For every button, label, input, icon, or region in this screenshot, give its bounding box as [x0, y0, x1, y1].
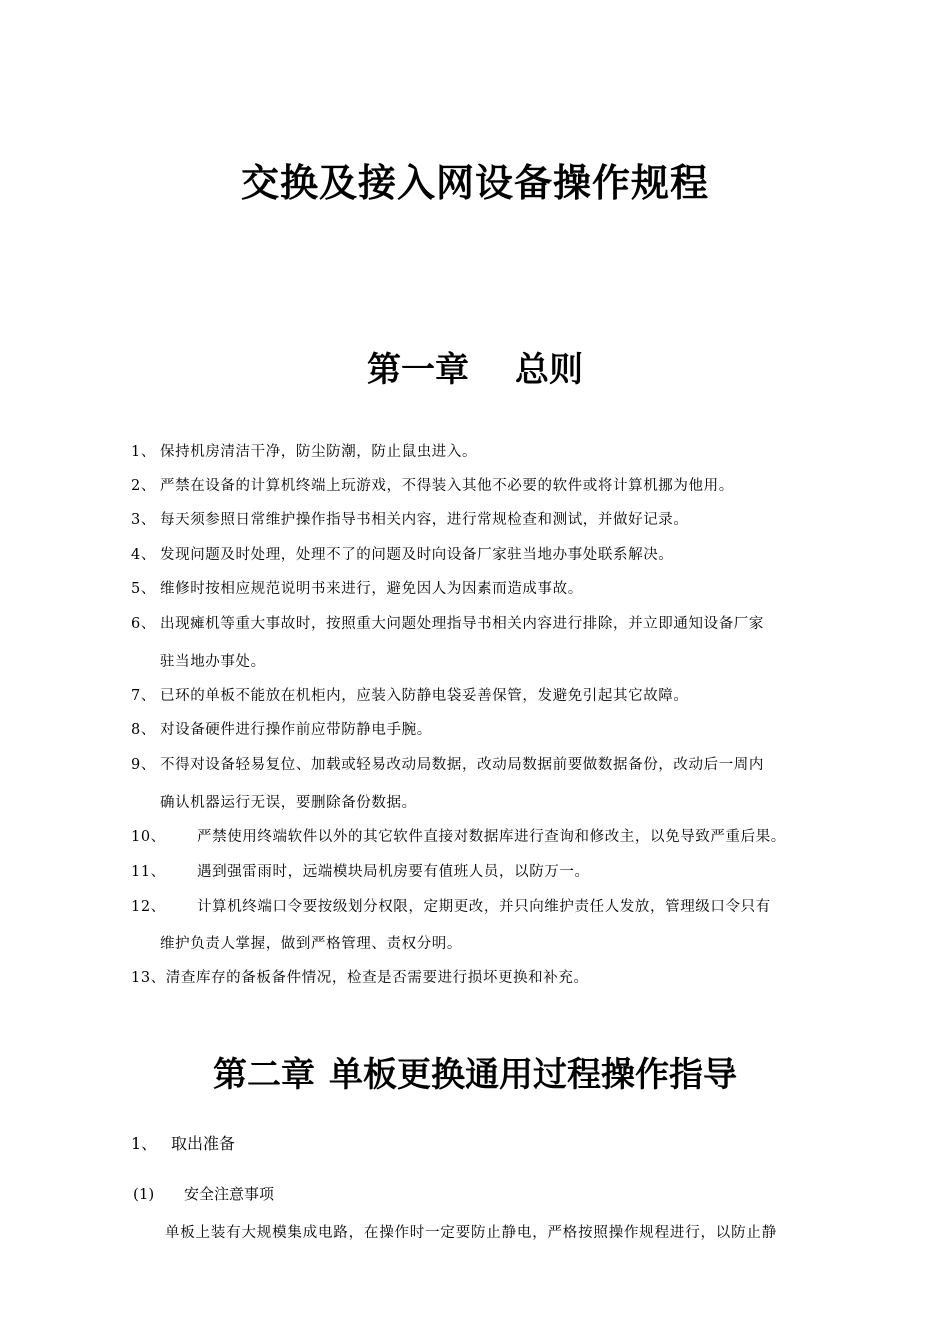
- list-item: 2、 严禁在设备的计算机终端上玩游戏，不得装入其他不必要的软件或将计算机挪为他用。: [131, 478, 734, 494]
- list-item: 13、清查库存的备板备件情况，检查是否需要进行损坏更换和补充。: [131, 970, 589, 986]
- chapter-2-label: 第二章: [213, 1055, 315, 1095]
- list-item: 5、 维修时按相应规范说明书来进行，避免因人为因素而造成事故。: [131, 581, 583, 597]
- chapter-2-name: 单板更换通用过程操作指导: [329, 1055, 737, 1095]
- list-item: 8、 对设备硬件进行操作前应带防静电手腕。: [131, 722, 432, 738]
- chapter-1-label: 第一章: [367, 350, 469, 390]
- list-item: 6、 出现瘫机等重大事故时，按照重大问题处理指导书相关内容进行排除，并立即通知设备厂家: [131, 616, 764, 632]
- list-item: 10、 严禁使用终端软件以外的其它软件直接对数据库进行查询和修改主，以免导致严重后果。: [131, 829, 786, 845]
- list-item-continuation: 驻当地办事处。: [160, 654, 266, 670]
- list-item: 9、 不得对设备轻易复位、加载或轻易改动局数据，改动局数据前要做数据备份，改动后一周内: [131, 757, 764, 773]
- chapter-2-heading: [0, 1052, 950, 1098]
- list-item: 7、 已环的单板不能放在机柜内，应装入防静电袋妥善保管，发避免引起其它故障。: [131, 688, 689, 704]
- list-item: 12、 计算机终端口令要按级划分权限，定期更改，并只向维护责任人发放，管理级口令只有: [131, 899, 771, 915]
- body-paragraph: 单板上装有大规模集成电路，在操作时一定要防止静电，严格按照操作规程进行，以防止静: [165, 1225, 777, 1241]
- list-item: 3、 每天须参照日常维护操作指导书相关内容，进行常规检查和测试，并做好记录。: [131, 512, 689, 528]
- list-item: 1、 保持机房清洁干净，防尘防潮，防止鼠虫进入。: [131, 444, 478, 460]
- document-title: 交换及接入网设备操作规程: [240, 160, 709, 205]
- list-item: 11、 遇到强雷雨时，远端模块局机房要有值班人员，以防万一。: [131, 864, 590, 880]
- section-heading: 1、 取出准备: [131, 1134, 236, 1153]
- chapter-1-heading: [0, 347, 950, 393]
- list-item: 4、 发现问题及时处理，处理不了的问题及时向设备厂家驻当地办事处联系解决。: [131, 547, 674, 563]
- chapter-1-name: 总则: [515, 350, 583, 390]
- subsection-heading: (1) 安全注意事项: [133, 1185, 275, 1203]
- list-item-continuation: 维护负责人掌握，做到严格管理、责权分明。: [160, 936, 462, 952]
- list-item-continuation: 确认机器运行无误，要删除备份数据。: [160, 795, 417, 811]
